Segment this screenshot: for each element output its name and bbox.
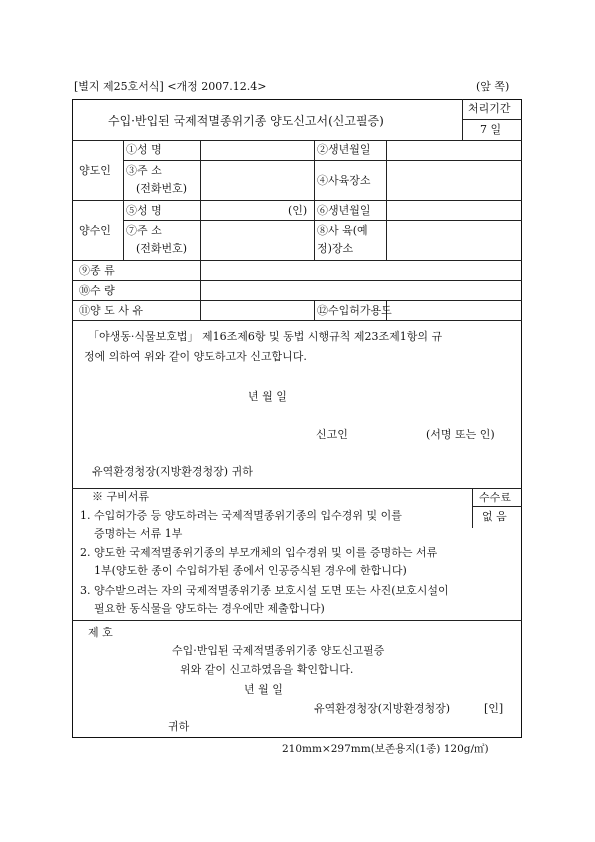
certificate-line-1: 수입·반입된 국제적멸종위기종 양도신고필증 — [172, 644, 385, 657]
documents-heading: ※ 구비서류 — [92, 490, 150, 503]
processing-period-label: 처리기간 — [468, 102, 511, 115]
divider — [72, 320, 522, 321]
declaration-line-2: 정에 의하여 위와 같이 양도하고자 신고합니다. — [84, 350, 307, 363]
divider — [200, 140, 201, 320]
document-item-1a: 1. 수입허가증 등 양도하려는 국제적멸종위기종의 입수경위 및 이를 — [80, 509, 402, 522]
transferor-name-label: ①성 명 — [126, 143, 162, 156]
declaration-addressee: 유역환경청장(지방환경청장) 귀하 — [92, 465, 253, 478]
certificate-addressee: 귀하 — [168, 720, 190, 733]
reporter-label: 신고인 — [316, 428, 348, 441]
page-side-label: (앞 쪽) — [476, 80, 510, 93]
certificate-line-2: 위와 같이 신고하였음을 확인합니다. — [180, 663, 354, 676]
divider — [72, 140, 522, 141]
divider — [72, 200, 522, 201]
divider — [472, 506, 522, 507]
certificate-issuer: 유역환경청장(지방환경청장) — [314, 702, 451, 715]
divider — [314, 300, 315, 320]
quantity-label: ⑩수 량 — [79, 284, 115, 297]
processing-period-value: 7 일 — [480, 123, 502, 136]
divider — [123, 220, 522, 221]
transferee-seal: (인) — [288, 204, 308, 217]
divider — [72, 280, 522, 281]
transferee-birth-label: ⑥생년월일 — [317, 204, 371, 217]
transferee-group-label: 양수인 — [79, 224, 111, 237]
certificate-date: 년 월 일 — [244, 683, 283, 696]
transferor-phone-label: (전화번호) — [136, 182, 188, 195]
document-item-2b: 1부(양도한 종이 수입허가된 종에서 인공증식된 경우에 한합니다) — [94, 564, 407, 577]
divider — [72, 260, 522, 261]
divider — [72, 620, 522, 621]
document-item-3b: 필요한 동식물을 양도하는 경우에만 제출합니다) — [94, 602, 325, 615]
transferee-name-label: ⑤성 명 — [126, 204, 162, 217]
certificate-number: 제 호 — [88, 626, 113, 639]
document-item-3a: 3. 양수받으려는 자의 국제적멸종위기종 보호시설 도면 또는 사진(보호시설이 — [80, 584, 449, 597]
reporter-sign: (서명 또는 인) — [426, 428, 495, 441]
transferee-address-label: ⑦주 소 — [126, 224, 162, 237]
paper-spec: 210mm×297mm(보존용지(1종) 120g/㎡) — [282, 743, 489, 755]
fee-label: 수수료 — [479, 491, 511, 504]
transferee-phone-label: (전화번호) — [136, 242, 188, 255]
divider — [123, 160, 522, 161]
divider — [72, 300, 522, 301]
declaration-line-1: 「야생동·식물보호법」 제16조제6항 및 동법 시행규칙 제23조제1항의 규 — [88, 330, 443, 343]
transferor-birth-label: ②생년월일 — [317, 143, 371, 156]
document-item-1b: 증명하는 서류 1부 — [94, 527, 183, 540]
certificate-seal: [인] — [484, 702, 504, 715]
transferor-address-label: ③주 소 — [126, 164, 162, 177]
kind-label: ⑨종 류 — [79, 264, 115, 277]
permit-purpose-label: ⑫수입허가용도 — [317, 304, 392, 317]
declaration-date: 년 월 일 — [248, 390, 287, 403]
transferee-breeding-place-label-2: 정)장소 — [317, 242, 354, 255]
document-item-2a: 2. 양도한 국제적멸종위기종의 부모개체의 입수경위 및 이를 증명하는 서류 — [80, 546, 438, 559]
form-number: [별지 제25호서식] <개정 2007.12.4> — [74, 80, 267, 93]
transferor-group-label: 양도인 — [79, 164, 111, 177]
form-title: 수입·반입된 국제적멸종위기종 양도신고서(신고필증) — [108, 114, 384, 128]
divider — [462, 119, 522, 120]
divider — [472, 488, 473, 528]
reason-label: ⑪양 도 사 유 — [79, 304, 143, 317]
transferor-breeding-place-label: ④사육장소 — [317, 174, 371, 187]
divider — [72, 488, 522, 489]
transferee-breeding-place-label-1: ⑧사 육(예 — [317, 224, 368, 237]
fee-value: 없 음 — [482, 510, 507, 523]
